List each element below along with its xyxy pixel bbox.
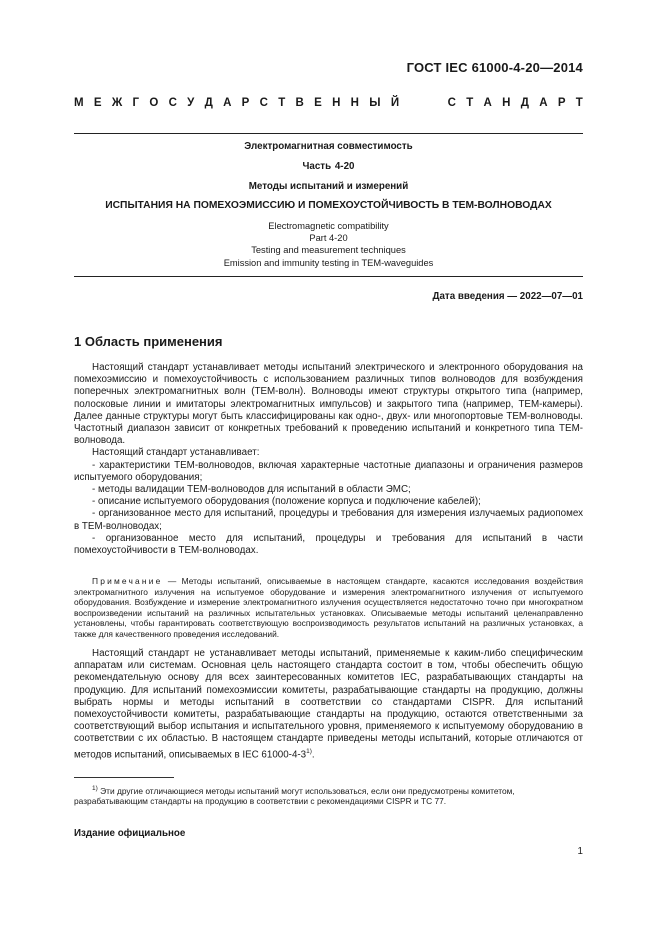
list-item: - организованное место для испытаний, процедуры и требования для измерения излучаемых радиопомех в ТЕМ-волноводах; — [74, 508, 583, 532]
note — [74, 576, 583, 640]
banner-letter: Й — [390, 97, 400, 109]
banner-letter: А — [483, 97, 492, 109]
footnote-text: Эти другие отличающиеся методы испытаний могут использоваться, если они предусмотрены комитетом, разрабатывающим стандарты на продукцию в соответствии с рекомендациями CISPR и ТС 77. — [74, 785, 515, 807]
section-body-2 — [74, 648, 583, 761]
edition-label: Издание официальное — [74, 828, 186, 839]
title-english-line: Emission and immunity testing in TEM-waveguides — [223, 257, 434, 268]
title-english — [74, 220, 583, 269]
introduction-date: Дата введения — 2022—07—01 — [432, 291, 583, 302]
banner-letter: Н — [332, 97, 341, 109]
footnote-separator — [74, 777, 174, 778]
banner-letter: В — [295, 97, 304, 109]
banner-letter: Е — [93, 97, 102, 109]
list-item: - характеристики ТЕМ-волноводов, включая характерные частотные диапазоны и ограничения размеров испытуемого оборудования; — [74, 459, 583, 483]
banner-letter: Т — [466, 97, 474, 109]
title-english-line: Part 4-20 — [309, 233, 348, 244]
list-item: - методы валидации ТЕМ-волноводов для испытаний в области ЭМС; — [92, 484, 411, 496]
footnote-marker: 1) — [92, 785, 98, 792]
banner-letter: Р — [557, 97, 566, 109]
banner-letter: Д — [520, 97, 529, 109]
footnote — [74, 784, 583, 807]
title-part: Часть 4-20 — [302, 161, 355, 172]
banner-letter: Ы — [369, 97, 381, 109]
banner-letter: Н — [350, 97, 359, 109]
standard-number: ГОСТ IEC 61000-4-20—2014 — [406, 60, 583, 75]
paragraph: Настоящий стандарт устанавливает: — [92, 447, 260, 459]
banner-letter: Р — [241, 97, 250, 109]
banner-letter: Н — [502, 97, 511, 109]
banner-letter: Т — [575, 97, 583, 109]
title-subtopic: Методы испытаний и измерений — [248, 181, 409, 192]
note-label: Примечание — [92, 576, 163, 586]
list-item: - описание испытуемого оборудования (положение корпуса и подключение кабелей); — [92, 496, 481, 508]
banner-letter: С — [168, 97, 177, 109]
banner-letter: О — [149, 97, 159, 109]
header-rule — [74, 133, 583, 134]
note-text: — Методы испытаний, описываемые в настоящем стандарте, касаются исследования воздействия электромагнитного излучения на испытуемое оборудование и измерения электромагнитного излучения от испытуемого оборудования. Возбуждение и измерение электромагнитного излучения осуществляется недостаточно точно при многократном воспроизведении испытаний на различных испытательных установках. Описываемые методы испытаний целенаправленно установлены, чтобы гарантировать соответствующую воспроизводимость результатов испытаний на различных установках, а также для качественного проведения исследований. — [74, 576, 583, 639]
banner-letter: Д — [204, 97, 213, 109]
title-english-line: Testing and measurement techniques — [251, 245, 406, 256]
paragraph: Настоящий стандарт не устанавливает методы испытаний, применяемые к каким-либо специфическим аппаратам или системам. Основная цель настоящего стандарта состоит в том, чтобы обеспечить общую рекомендательную основу для всех заинтересованных комитетов IEC, разрабатывающих стандарты на продукцию. Для испытаний помехоэмиссии комитеты, разрабатывающие стандарты на продукцию, должны выбрать нормы и методы испытаний в соответствии со стандартами CISPR. Для испытаний помехоустойчивости комитеты, разрабатывающие стандарты на продукцию, остаются ответственными за соответствующий выбор испытания и испытательного уровня, применяемого к испытуемому оборудованию в соответствии с их областью. В настоящем стандарте приведены методы испытаний, которые отличаются от методов испытаний, описываемых в IEC 61000-4-3 — [74, 648, 583, 760]
title-english-line: Electromagnetic compatibility — [268, 221, 389, 231]
banner-letter: А — [539, 97, 548, 109]
banner-letter: У — [187, 97, 195, 109]
title-topic: Электромагнитная совместимость — [244, 141, 413, 152]
banner-letter: Г — [132, 97, 140, 109]
banner-letter: Т — [278, 97, 286, 109]
paragraph-end: . — [311, 748, 315, 760]
section-heading: 1 Область применения — [74, 334, 223, 349]
interstate-standard-banner — [74, 97, 583, 109]
banner-letter: Ж — [111, 97, 123, 109]
paragraph: Настоящий стандарт устанавливает методы испытаний электрического и электронного оборудования на помехоэмиссию и помехоустойчивость с использованием различных типов волноводов для возбуждения поперечных электромагнитных волн (ТЕМ-волн). Волноводы имеют структуры открытого типа (например, полосковые линии и имитаторы электромагнитных импульсов) и закрытого типа (например, ТЕМ-камеры). Далее данные структуры могут быть классифицированы как одно-, двух- или многопортовые ТЕМ-волноводы. Частотный диапазон зависит от конкретных требований к проведению испытаний и конкретного типа ТЕМ-волновода. — [74, 362, 583, 447]
banner-letter: А — [223, 97, 232, 109]
section-body — [74, 362, 583, 557]
list-item: - организованное место для испытаний, процедуры и требования для испытаний в части помехоустойчивости в ТЕМ-волноводах. — [74, 532, 583, 557]
banner-letter: С — [259, 97, 268, 109]
title-main: ИСПЫТАНИЯ НА ПОМЕХОЭМИССИЮ И ПОМЕХОУСТОЙЧИВОСТЬ В ТЕМ-ВОЛНОВОДАХ — [105, 200, 552, 211]
banner-letter: М — [74, 97, 84, 109]
page-number: 1 — [577, 846, 583, 857]
banner-letter: С — [447, 97, 456, 109]
title-rule — [74, 276, 583, 277]
banner-letter: Е — [314, 97, 322, 109]
footnote-ref[interactable]: 1) — [306, 747, 312, 755]
banner-gap — [409, 97, 437, 109]
